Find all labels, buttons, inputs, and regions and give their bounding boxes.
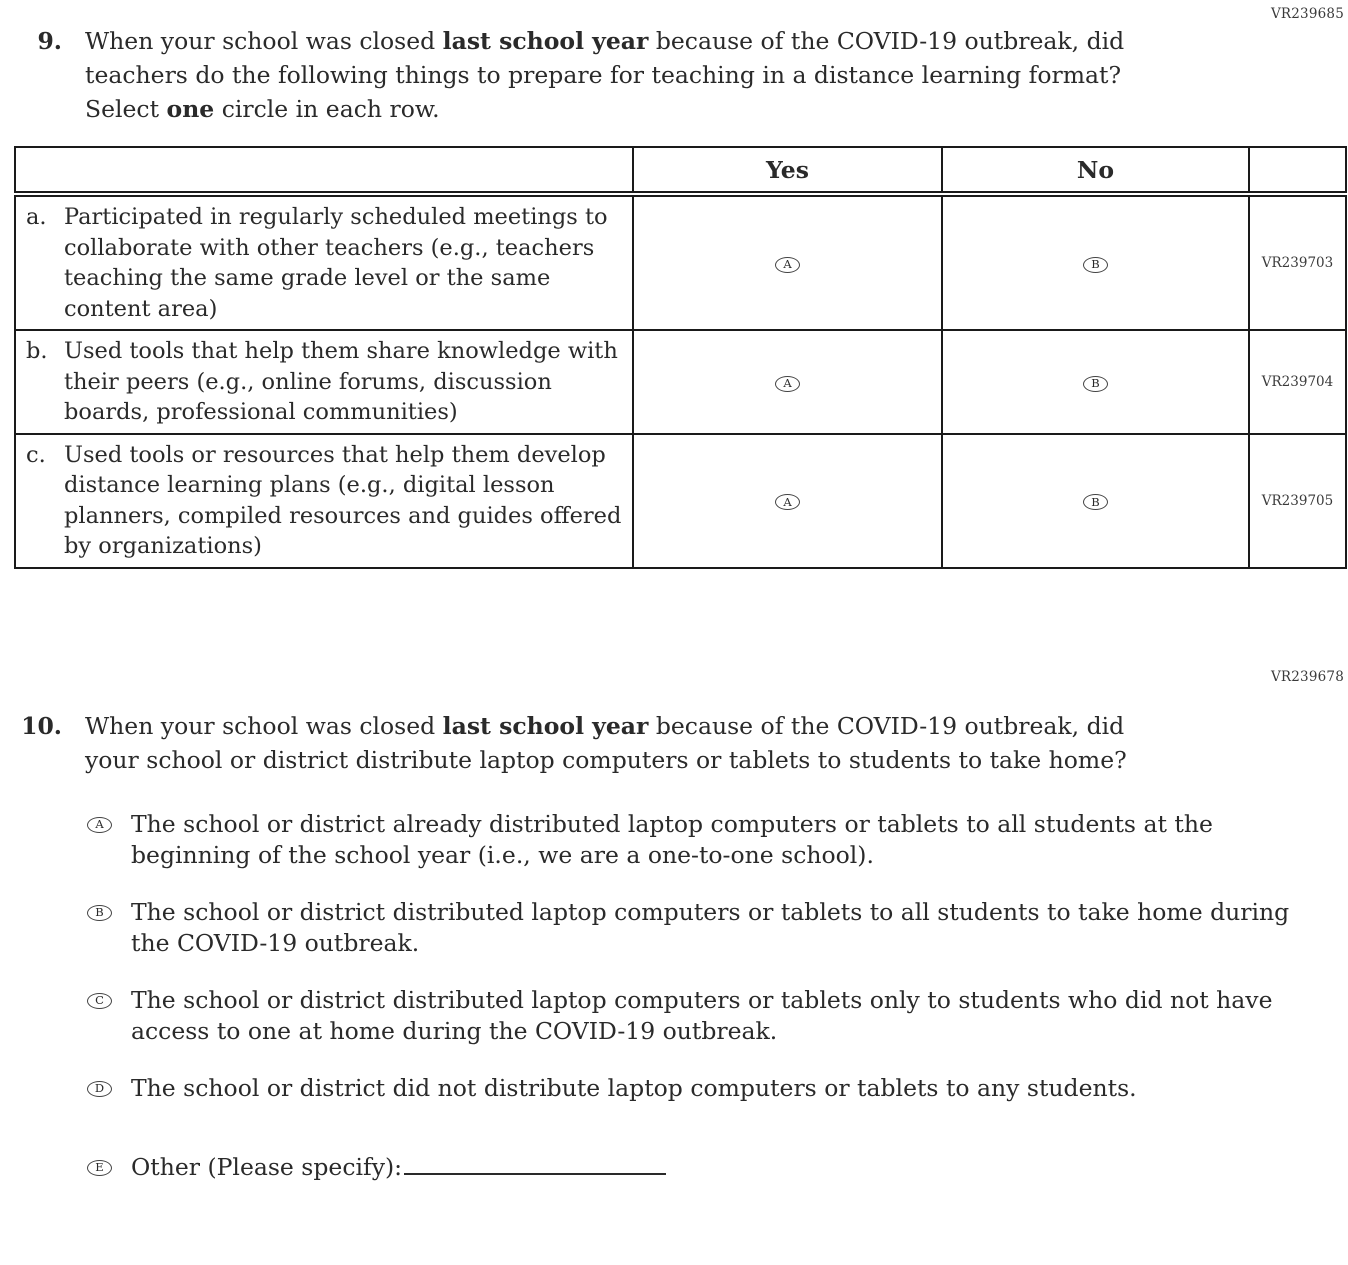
column-header-yes: Yes: [633, 147, 942, 194]
other-specify-line[interactable]: [404, 1159, 666, 1175]
table-row-a: [15, 194, 1346, 330]
row-a-letter: a.: [26, 204, 47, 230]
option-b-bubble[interactable]: B: [87, 905, 112, 921]
row-a-text: Participated in regularly scheduled meetings to collaborate with other teachers (e.g., teachers teaching the same grade level or the same content area): [64, 204, 608, 322]
option-d-label: The school or district did not distribute laptop computers or tablets to any students.: [131, 1073, 1137, 1102]
row-c-yes-bubble[interactable]: A: [775, 494, 800, 510]
row-c-stem: [15, 434, 633, 568]
option-e-text: [131, 1152, 666, 1183]
option-e-bubble[interactable]: E: [87, 1160, 112, 1176]
row-c-letter: c.: [26, 441, 46, 468]
option-b-text: [131, 897, 1316, 959]
row-a-no-cell: [942, 194, 1249, 330]
table-row-b: [15, 330, 1346, 434]
row-a-no-bubble[interactable]: B: [1083, 257, 1108, 273]
option-b-label: The school or district distributed laptop computers or tablets to all students to take home during the COVID-19 outbreak.: [131, 897, 1290, 957]
q10-prompt-post: because of the COVID-19 outbreak, did your school or district distribute laptop computers or tablets to students to take home?: [85, 711, 1127, 774]
row-c-no-bubble[interactable]: B: [1083, 494, 1108, 510]
header-code-cell: [1249, 147, 1346, 194]
table-row-c: [15, 434, 1346, 568]
row-a-yes-cell: [633, 194, 942, 330]
row-a-stem: [15, 194, 633, 330]
row-a-yes-bubble[interactable]: A: [775, 257, 800, 273]
row-b-no-cell: [942, 330, 1249, 434]
question-9-prompt: [85, 24, 1130, 126]
option-e: [85, 1152, 1348, 1183]
form-code-middle-right: VR239678: [1270, 668, 1344, 685]
q10-prompt-pre: When your school was closed: [85, 711, 443, 740]
option-d-text: [131, 1073, 1137, 1104]
question-10: [0, 709, 1348, 1209]
question-10-options: [85, 809, 1348, 1183]
column-header-no: No: [942, 147, 1249, 194]
q9-prompt-bold-one: one: [166, 95, 215, 123]
row-c-text: Used tools or resources that help them develop distance learning plans (e.g., digital lesson planners, compiled resources and guides offered by organizations): [64, 441, 622, 559]
question-10-number: 10.: [21, 711, 62, 740]
option-c-label: The school or district distributed laptop computers or tablets only to students who did not have access to one at home during the COVID-19 outbreak.: [131, 985, 1273, 1045]
option-a-label: The school or district already distributed laptop computers or tablets to all students at the beginning of the school year (i.e., we are a one-to-one school).: [131, 809, 1213, 869]
form-code-top-right: VR239685: [1270, 6, 1344, 22]
option-c-text: [131, 985, 1316, 1047]
question-9-number: 9.: [37, 27, 62, 55]
option-a-bubble[interactable]: A: [87, 817, 112, 833]
option-a-text: [131, 809, 1316, 871]
row-b-no-bubble[interactable]: B: [1083, 376, 1108, 392]
option-c: [85, 985, 1348, 1047]
question-9: [0, 24, 1348, 126]
row-b-text: Used tools that help them share knowledge with their peers (e.g., online forums, discussion boards, professional communities): [64, 338, 618, 425]
q9-prompt-bold-last-school-year: last school year: [442, 27, 649, 55]
row-b-yes-cell: [633, 330, 942, 434]
row-c-yes-cell: [633, 434, 942, 568]
option-b: [85, 897, 1348, 959]
header-stub-cell: [15, 147, 633, 194]
table-header-row: [15, 147, 1346, 194]
q9-prompt-mid: because of the COVID-19 outbreak, did teachers do the following things to prepare for teaching in a distance learning format? Select: [85, 27, 1125, 123]
question-10-prompt: [85, 709, 1130, 777]
q9-prompt-post: circle in each row.: [214, 95, 440, 123]
option-e-label: Other (Please specify):: [131, 1152, 403, 1181]
q9-response-table: [14, 146, 1347, 569]
option-a: [85, 809, 1348, 871]
q9-prompt-pre: When your school was closed: [85, 27, 443, 55]
option-d: [85, 1073, 1348, 1104]
option-d-bubble[interactable]: D: [87, 1081, 112, 1097]
row-b-letter: b.: [26, 338, 48, 364]
q10-prompt-bold-last-school-year: last school year: [442, 711, 649, 740]
row-c-no-cell: [942, 434, 1249, 568]
row-b-code: VR239704: [1249, 330, 1346, 434]
row-c-code: VR239705: [1249, 434, 1346, 568]
row-b-yes-bubble[interactable]: A: [775, 376, 800, 392]
option-c-bubble[interactable]: C: [87, 993, 112, 1009]
row-a-code: VR239703: [1249, 194, 1346, 330]
row-b-stem: [15, 330, 633, 434]
